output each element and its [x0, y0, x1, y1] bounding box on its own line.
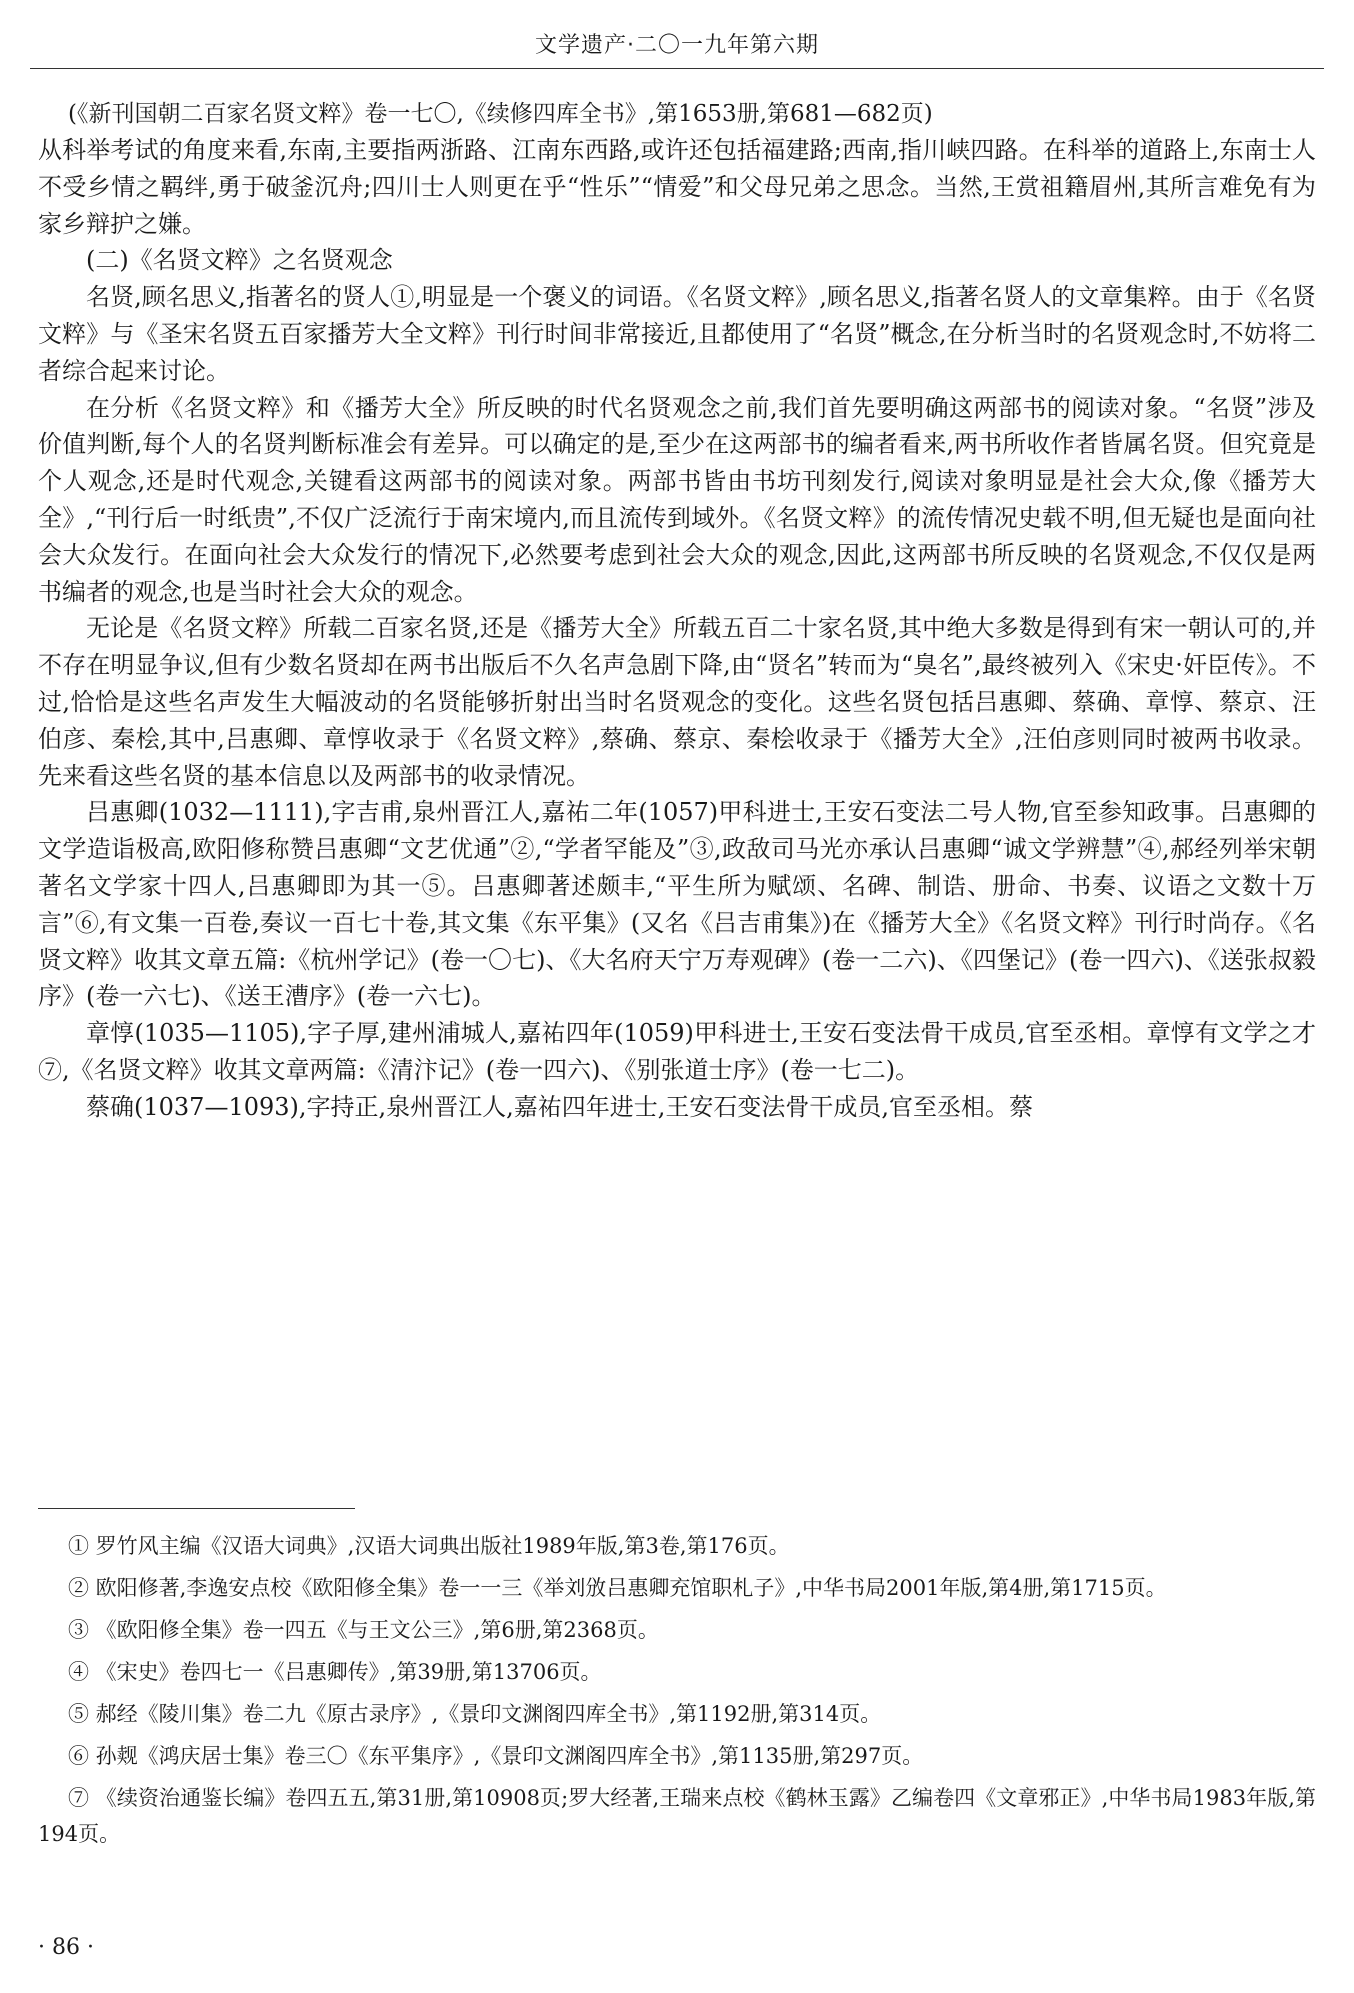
- paragraph: 吕惠卿(1032—1111),字吉甫,泉州晋江人,嘉祐二年(1057)甲科进士,王安石变法二号人物,官至参知政事。吕惠卿的文学造诣极高,欧阳修称赞吕惠卿“文艺优通”②,“学者罕能及”③,政敌司马光亦承认吕惠卿“诚文学辨慧”④,郝经列举宋朝著名文学家十四人,吕惠卿即为其一⑤。吕惠卿著述颇丰,“平生所为赋颂、名碑、制诰、册命、书奏、议语之文数十万言”⑥,有文集一百卷,奏议一百七十卷,其文集《东平集》(又名《吕吉甫集》)在《播芳大全》《名贤文粹》刊行时尚存。《名贤文粹》收其文章五篇:《杭州学记》(卷一〇七)、《大名府天宁万寿观碑》(卷一二六)、《四堡记》(卷一四六)、《送张叔毅序》(卷一六七)、《送王漕序》(卷一六七)。: [38, 798, 1316, 1011]
- paragraph: 蔡确(1037—1093),字持正,泉州晋江人,嘉祐四年进士,王安石变法骨干成员,官至丞相。蔡: [86, 1092, 1034, 1121]
- footnote-divider: [38, 1508, 355, 1509]
- footnotes: [38, 1528, 1316, 1858]
- paragraph: 从科举考试的角度来看,东南,主要指两浙路、江南东西路,或许还包括福建路;西南,指川峡四路。在科举的道路上,东南士人不受乡情之羁绊,勇于破釜沉舟;四川士人则更在乎“性乐”“情爱”和父母兄弟之思念。当然,王赏祖籍眉州,其所言难免有为家乡辩护之嫌。: [38, 136, 1316, 238]
- paragraph: 无论是《名贤文粹》所载二百家名贤,还是《播芳大全》所载五百二十家名贤,其中绝大多数是得到有宋一朝认可的,并不存在明显争议,但有少数名贤却在两书出版后不久名声急剧下降,由“贤名”转而为“臭名”,最终被列入《宋史·奸臣传》。不过,恰恰是这些名声发生大幅波动的名贤能够折射出当时名贤观念的变化。这些名贤包括吕惠卿、蔡确、章惇、蔡京、汪伯彦、秦桧,其中,吕惠卿、章惇收录于《名贤文粹》,蔡确、蔡京、秦桧收录于《播芳大全》,汪伯彦则同时被两书收录。先来看这些名贤的基本信息以及两部书的收录情况。: [38, 614, 1316, 790]
- footnote: ② 欧阳修著,李逸安点校《欧阳修全集》卷一一三《举刘攽吕惠卿充馆职札子》,中华书局2001年版,第4册,第1715页。: [68, 1576, 1167, 1600]
- quote-source: (《新刊国朝二百家名贤文粹》卷一七〇,《续修四库全书》,第1653册,第681—682页): [68, 101, 933, 127]
- paragraph: 名贤,顾名思义,指著名的贤人①,明显是一个褒义的词语。《名贤文粹》,顾名思义,指著名贤人的文章集粹。由于《名贤文粹》与《圣宋名贤五百家播芳大全文粹》刊行时间非常接近,且都使用了“名贤”概念,在分析当时的名贤观念时,不妨将二者综合起来讨论。: [38, 283, 1316, 385]
- footnote: ③ 《欧阳修全集》卷一四五《与王文公三》,第6册,第2368页。: [68, 1618, 659, 1642]
- journal-title: 文学遗产·二〇一九年第六期: [535, 33, 819, 58]
- section-subheading: (二)《名贤文粹》之名贤观念: [86, 246, 393, 275]
- footnote: ⑦ 《续资治通鉴长编》卷四五五,第31册,第10908页;罗大经著,王瑞来点校《鹤林玉露》乙编卷四《文章邪正》,中华书局1983年版,第194页。: [38, 1786, 1316, 1846]
- footnote: ⑥ 孙觌《鸿庆居士集》卷三〇《东平集序》,《景印文渊阁四库全书》,第1135册,第297页。: [68, 1744, 924, 1768]
- page-number: · 86 ·: [38, 1935, 94, 1960]
- paragraph: 章惇(1035—1105),字子厚,建州浦城人,嘉祐四年(1059)甲科进士,王安石变法骨干成员,官至丞相。章惇有文学之才⑦,《名贤文粹》收其文章两篇:《清汴记》(卷一四六)、《别张道士序》(卷一七二)。: [38, 1019, 1316, 1084]
- article-body: [38, 96, 1316, 1126]
- footnote: ① 罗竹风主编《汉语大词典》,汉语大词典出版社1989年版,第3卷,第176页。: [68, 1534, 790, 1558]
- paragraph: 在分析《名贤文粹》和《播芳大全》所反映的时代名贤观念之前,我们首先要明确这两部书的阅读对象。“名贤”涉及价值判断,每个人的名贤判断标准会有差异。可以确定的是,至少在这两部书的编者看来,两书所收作者皆属名贤。但究竟是个人观念,还是时代观念,关键看这两部书的阅读对象。两部书皆由书坊刊刻发行,阅读对象明显是社会大众,像《播芳大全》,“刊行后一时纸贵”,不仅广泛流行于南宋境内,而且流传到域外。《名贤文粹》的流传情况史载不明,但无疑也是面向社会大众发行。在面向社会大众发行的情况下,必然要考虑到社会大众的观念,因此,这两部书所反映的名贤观念,不仅仅是两书编者的观念,也是当时社会大众的观念。: [38, 393, 1316, 606]
- footnote: ④ 《宋史》卷四七一《吕惠卿传》,第39册,第13706页。: [68, 1660, 602, 1684]
- running-header: [30, 18, 1324, 69]
- footnote: ⑤ 郝经《陵川集》卷二九《原古录序》,《景印文渊阁四库全书》,第1192册,第314页。: [68, 1702, 882, 1726]
